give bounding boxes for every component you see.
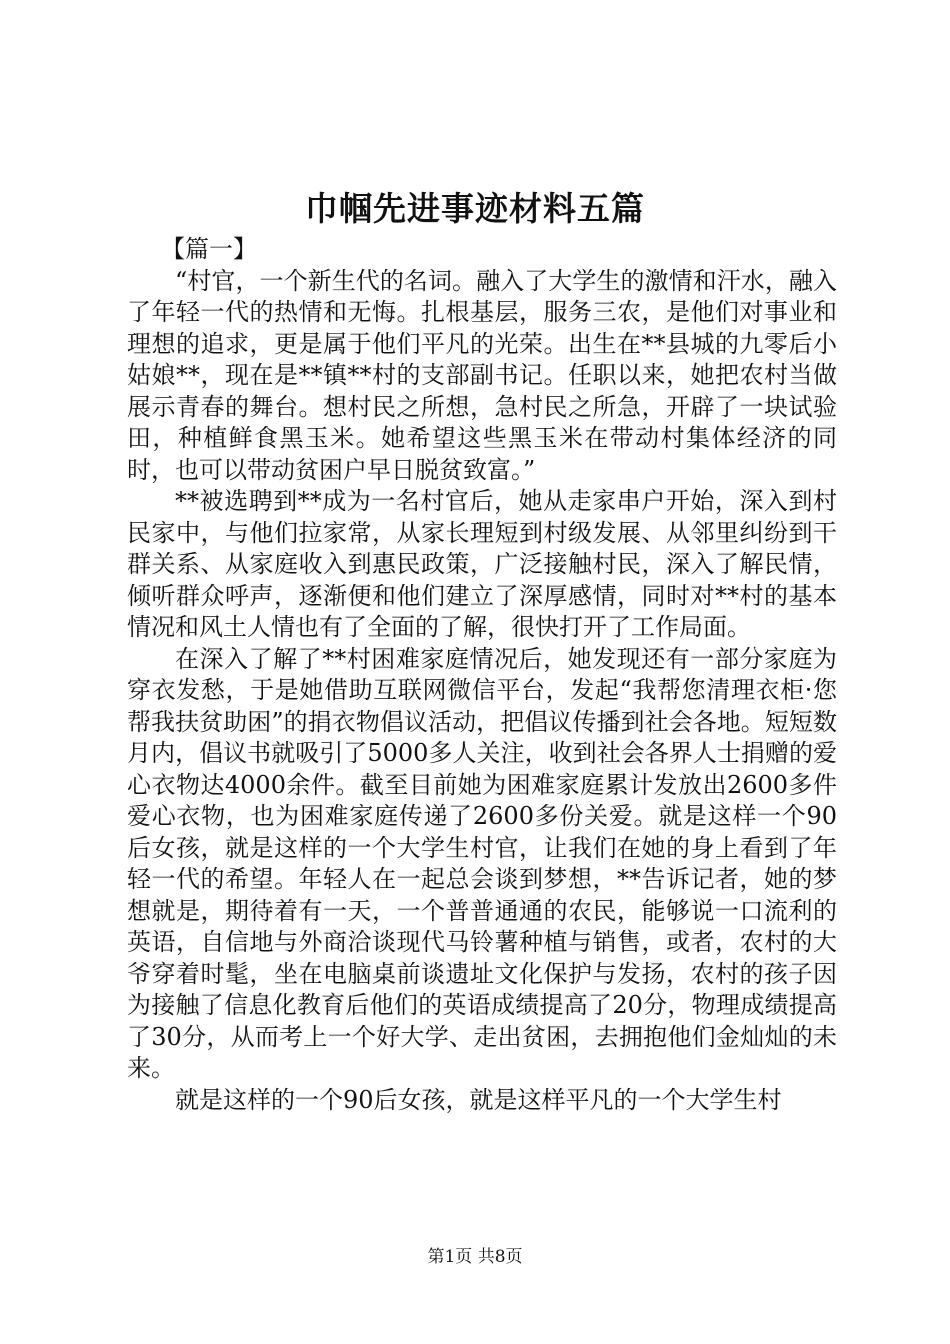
paragraph-1: “村官，一个新生代的名词。融入了大学生的激情和汗水，融入了年轻一代的热情和无悔。扎根基层，服务三农，是他们对事业和理想的追求，更是属于他们平凡的光荣。出生在**县城的九零后小姑娘**，现在是**镇**村的支部副书记。任职以来，她把农村当做展示青春的舞台。想村民之所想，急村民之所急，开辟了一块试验田，种植鲜食黑玉米。她希望这些黑玉米在带动村集体经济的同时，也可以带动贫困户早日脱贫致富。” xyxy=(127,266,837,484)
document-body xyxy=(127,234,837,1116)
paragraph-3: 在深入了解了**村困难家庭情况后，她发现还有一部分家庭为穿衣发愁，于是她借助互联网微信平台，发起“我帮您清理衣柜·您帮我扶贫助困”的捐衣物倡议活动，把倡议传播到社会各地。短短数月内，倡议书就吸引了5000多人关注，收到社会各界人士捐赠的爱心衣物达4000余件。截至目前她为困难家庭累计发放出2600多件爱心衣物，也为困难家庭传递了2600多份关爱。就是这样一个90后女孩，就是这样的一个大学生村官，让我们在她的身上看到了年轻一代的希望。年轻人在一起总会谈到梦想，**告诉记者，她的梦想就是，期待着有一天，一个普普通通的农民，能够说一口流利的英语，自信地与外商洽谈现代马铃薯种植与销售，或者，农村的大爷穿着时髦，坐在电脑桌前谈遗址文化保护与发扬，农村的孩子因为接触了信息化教育后他们的英语成绩提高了20分，物理成绩提高了30分，从而考上一个好大学、走出贫困，去拥抱他们金灿灿的未来。 xyxy=(127,644,837,1082)
page-footer: 第1页 共8页 xyxy=(427,1247,523,1267)
section-label: 【篇一】 xyxy=(161,235,257,263)
paragraph-4: 就是这样的一个90后女孩，就是这样平凡的一个大学生村 xyxy=(175,1085,782,1114)
document-title: 巾帼先进事迹材料五篇 xyxy=(305,189,645,228)
paragraph-2: **被选聘到**成为一名村官后，她从走家串户开始，深入到村民家中，与他们拉家常，从家长理短到村级发展、从邻里纠纷到干群关系、从家庭收入到惠民政策，广泛接触村民，深入了解民情，倾听群众呼声，逐渐便和他们建立了深厚感情，同时对**村的基本情况和风土人情也有了全面的了解，很快打开了工作局面。 xyxy=(127,487,837,641)
